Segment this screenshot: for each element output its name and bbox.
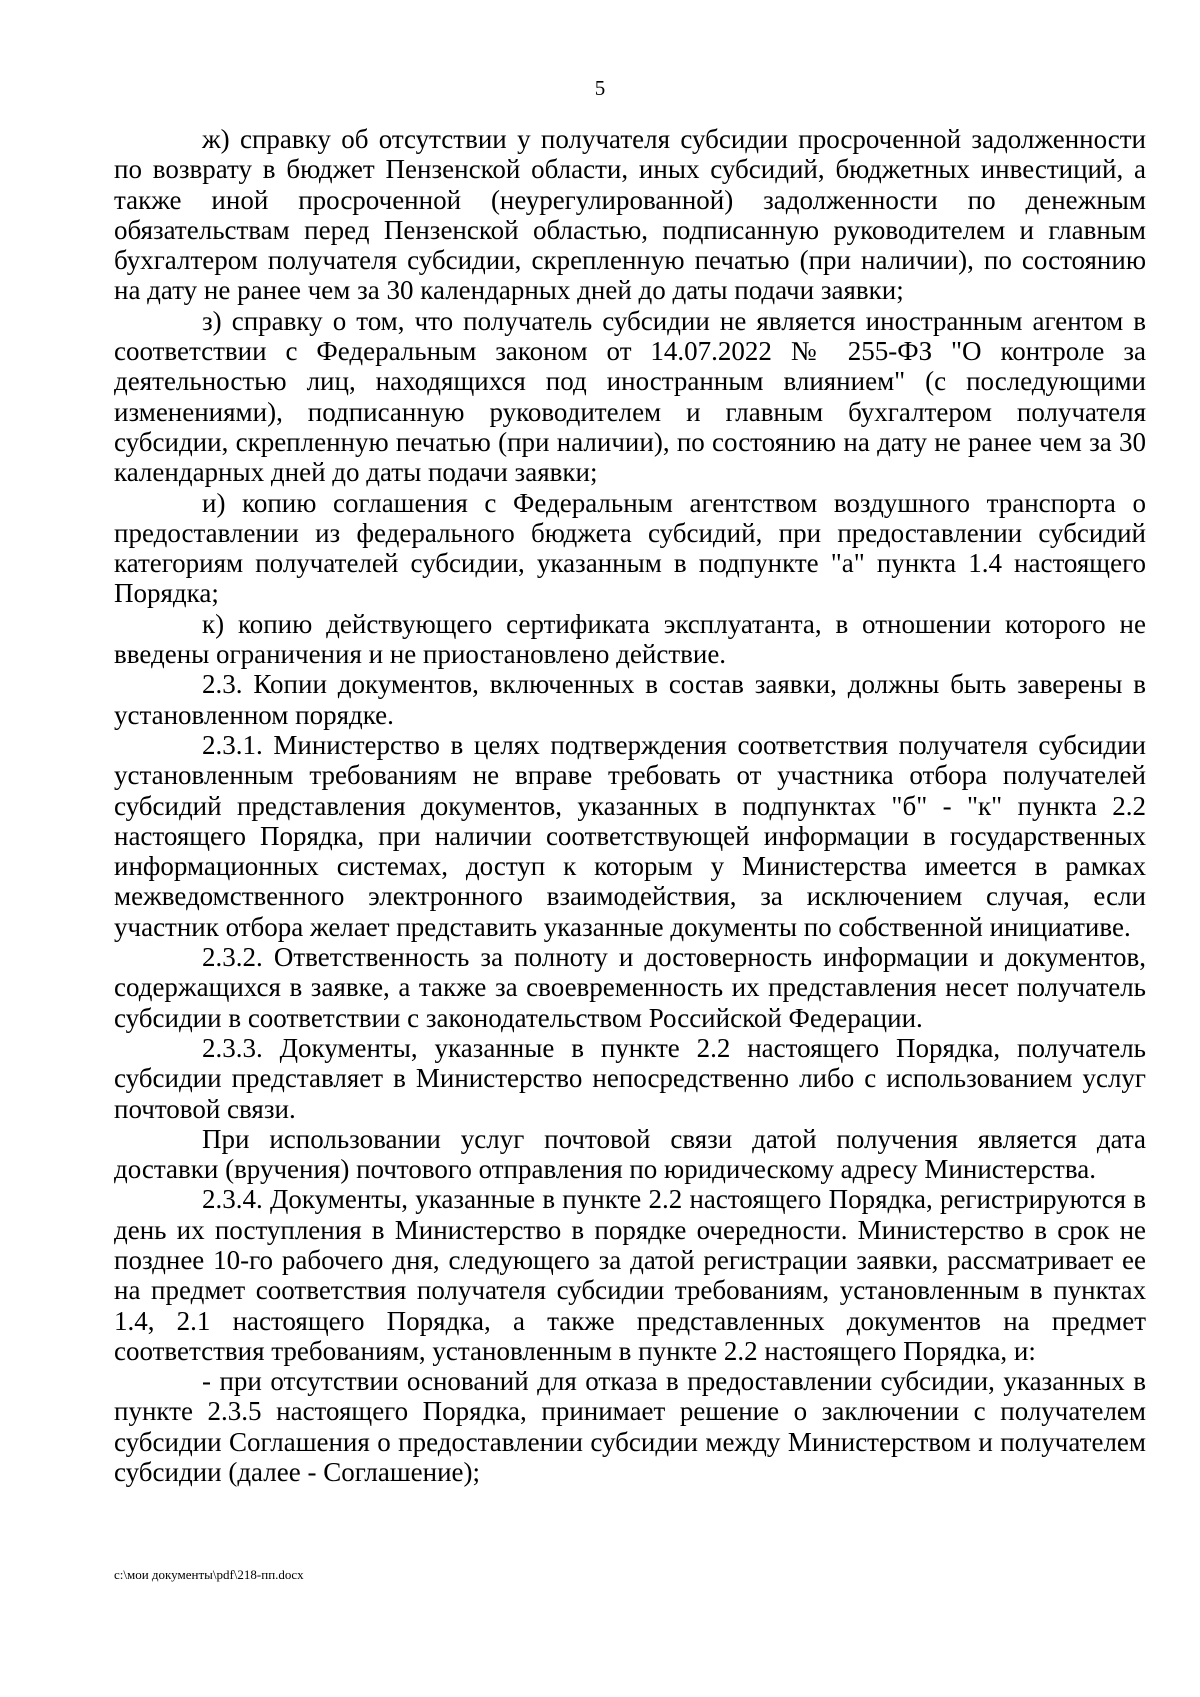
file-path-footer: c:\мои документы\pdf\218-пп.docx [114, 1567, 304, 1582]
paragraph-i: и) копию соглашения с Федеральным агентством воздушного транспорта о предоставлении из федерального бюджета субсидий, при предоставлении субсидий категориям получателей субсидии, указанным в подпункте "а" пункта 1.4 настоящего Порядка; [114, 487, 1146, 609]
paragraph-2-3: 2.3. Копии документов, включенных в состав заявки, должны быть заверены в установленном порядке. [114, 669, 1146, 730]
paragraph-zh: ж) справку об отсутствии у получателя субсидии просроченной задолженности по возврату в бюджет Пензенской области, иных субсидий, бюджетных инвестиций, а также иной просроченной (неурегулированной) задолженности по денежным обязательствам перед Пензенской областью, подписанную руководителем и главным бухгалтером получателя субсидии, скрепленную печатью (при наличии), по состоянию на дату не ранее чем за 30 календарных дней до даты подачи заявки; [114, 124, 1146, 306]
paragraph-2-3-3: 2.3.3. Документы, указанные в пункте 2.2 настоящего Порядка, получатель субсидии представляет в Министерство непосредственно либо с использованием услуг почтовой связи. [114, 1032, 1146, 1124]
paragraph-z: з) справку о том, что получатель субсидии не является иностранным агентом в соответствии с Федеральным законом от 14.07.2022 № 255-ФЗ "О контроле за деятельностью лиц, находящихся под иностранным влиянием" (с последующими изменениями), подписанную руководителем и главным бухгалтером получателя субсидии, скрепленную печатью (при наличии), по состоянию на дату не ранее чем за 30 календарных дней до даты подачи заявки; [114, 305, 1146, 488]
paragraph-postal: При использовании услуг почтовой связи датой получения является дата доставки (вручения) почтового отправления по юридическому адресу Министерства. [114, 1123, 1146, 1185]
document-body [114, 124, 1146, 1487]
paragraph-decision: - при отсутствии оснований для отказа в предоставлении субсидии, указанных в пункте 2.3.5 настоящего Порядка, принимает решение о заключении с получателем субсидии Соглашения о предоставлении субсидии между Министерством и получателем субсидии (далее - Соглашение); [114, 1366, 1146, 1488]
paragraph-2-3-4: 2.3.4. Документы, указанные в пункте 2.2 настоящего Порядка, регистрируются в день их поступления в Министерство в порядке очередности. Министерство в срок не позднее 10-го рабочего дня, следующего за датой регистрации заявки, рассматривает ее на предмет соответствия получателя субсидии требованиям, установленным в пунктах 1.4, 2.1 настоящего Порядка, а также представленных документов на предмет соответствия требованиям, установленным в пункте 2.2 настоящего Порядка, и: [114, 1184, 1146, 1366]
paragraph-2-3-2: 2.3.2. Ответственность за полноту и достоверность информации и документов, содержащихся в заявке, а также за своевременность их представления несет получатель субсидии в соответствии с законодательством Российской Федерации. [114, 942, 1146, 1033]
paragraph-2-3-1: 2.3.1. Министерство в целях подтверждения соответствия получателя субсидии установленным требованиям не вправе требовать от участника отбора получателей субсидий представления документов, указанных в подпунктах "б" - "к" пункта 2.2 настоящего Порядка, при наличии соответствующей информации в государственных информационных системах, доступ к которым у Министерства имеется в рамках межведомственного электронного взаимодействия, за исключением случая, если участник отбора желает представить указанные документы по собственной инициативе. [114, 729, 1146, 942]
page-number: 5 [594, 76, 606, 100]
paragraph-k: к) копию действующего сертификата эксплуатанта, в отношении которого не введены ограничения и не приостановлено действие. [114, 608, 1146, 670]
